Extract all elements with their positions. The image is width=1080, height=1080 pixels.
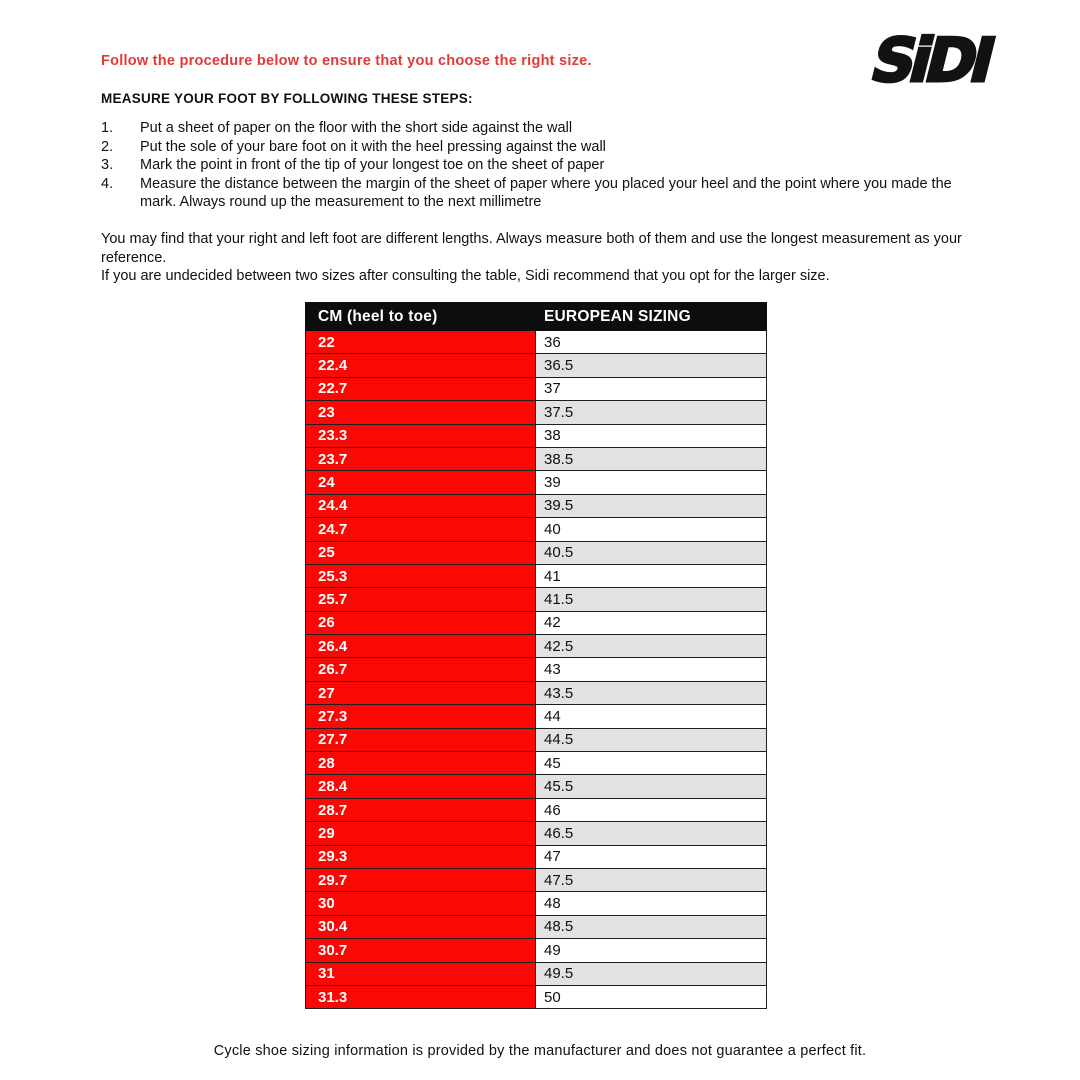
table-row xyxy=(306,564,767,587)
cm-value-cell: 24.4 xyxy=(306,494,536,517)
table-row xyxy=(306,635,767,658)
eu-size-cell: 43.5 xyxy=(536,681,767,704)
eu-size-cell: 49.5 xyxy=(536,962,767,985)
cm-value-cell: 25.3 xyxy=(306,564,536,587)
cm-value-cell: 29.3 xyxy=(306,845,536,868)
cm-value-cell: 24.7 xyxy=(306,518,536,541)
eu-size-cell: 45 xyxy=(536,752,767,775)
eu-size-cell: 49 xyxy=(536,939,767,962)
step-text: Put a sheet of paper on the floor with the short side against the wall xyxy=(140,120,573,136)
step-number: 2. xyxy=(101,138,114,155)
eu-size-cell: 45.5 xyxy=(536,775,767,798)
eu-size-cell: 42.5 xyxy=(536,635,767,658)
cm-value-cell: 31.3 xyxy=(306,985,536,1008)
eu-size-cell: 46 xyxy=(536,798,767,821)
table-row xyxy=(306,892,767,915)
table-row xyxy=(306,798,767,821)
cm-value-cell: 23.7 xyxy=(306,447,536,470)
eu-size-cell: 41 xyxy=(536,564,767,587)
eu-size-cell: 38.5 xyxy=(536,447,767,470)
eu-size-cell: 37.5 xyxy=(536,401,767,424)
table-row xyxy=(306,377,767,400)
sizing-table-body xyxy=(306,331,767,1009)
table-row xyxy=(306,331,767,354)
eu-size-cell: 44.5 xyxy=(536,728,767,751)
table-row xyxy=(306,424,767,447)
eu-size-cell: 39.5 xyxy=(536,494,767,517)
cm-value-cell: 30.4 xyxy=(306,915,536,938)
cm-value-cell: 22.4 xyxy=(306,354,536,377)
step-text: Mark the point in front of the tip of your longest toe on the sheet of paper xyxy=(140,157,605,174)
table-row xyxy=(306,962,767,985)
intro-heading: Follow the procedure below to ensure that you choose the right size. xyxy=(101,53,592,69)
table-row xyxy=(306,681,767,704)
cm-value-cell: 26.4 xyxy=(306,635,536,658)
cm-value-cell: 30 xyxy=(306,892,536,915)
sizing-table xyxy=(305,302,767,1009)
sizing-table-head xyxy=(306,303,767,331)
cm-value-cell: 27.7 xyxy=(306,728,536,751)
eu-size-cell: 47.5 xyxy=(536,868,767,891)
steps-heading: MEASURE YOUR FOOT BY FOLLOWING THESE STEPS: xyxy=(101,91,473,106)
table-row xyxy=(306,752,767,775)
table-row xyxy=(306,658,767,681)
eu-size-cell: 46.5 xyxy=(536,822,767,845)
column-header-eu: EUROPEAN SIZING xyxy=(536,303,767,331)
cm-value-cell: 25.7 xyxy=(306,588,536,611)
cm-value-cell: 24 xyxy=(306,471,536,494)
table-row xyxy=(306,447,767,470)
eu-size-cell: 48 xyxy=(536,892,767,915)
cm-value-cell: 28.4 xyxy=(306,775,536,798)
step-text: Put the sole of your bare foot on it with the heel pressing against the wall xyxy=(140,138,606,155)
table-row xyxy=(306,401,767,424)
table-row xyxy=(306,354,767,377)
table-row xyxy=(306,518,767,541)
eu-size-cell: 48.5 xyxy=(536,915,767,938)
eu-size-cell: 42 xyxy=(536,611,767,634)
cm-value-cell: 30.7 xyxy=(306,939,536,962)
table-row xyxy=(306,822,767,845)
step-number: 1. xyxy=(101,120,114,136)
steps-list xyxy=(101,119,983,212)
note-undecided-sizes: If you are undecided between two sizes after consulting the table, Sidi recommend that you opt for the larger size. xyxy=(101,268,830,285)
cm-value-cell: 27 xyxy=(306,681,536,704)
step-item-2 xyxy=(101,138,983,157)
eu-size-cell: 47 xyxy=(536,845,767,868)
eu-size-cell: 39 xyxy=(536,471,767,494)
table-header-row xyxy=(306,303,767,331)
step-item-1 xyxy=(101,119,983,138)
cm-value-cell: 29 xyxy=(306,822,536,845)
table-row xyxy=(306,775,767,798)
table-row xyxy=(306,845,767,868)
step-number: 4. xyxy=(101,175,114,192)
eu-size-cell: 43 xyxy=(536,658,767,681)
table-row xyxy=(306,728,767,751)
eu-size-cell: 50 xyxy=(536,985,767,1008)
cm-value-cell: 28 xyxy=(306,752,536,775)
table-row xyxy=(306,705,767,728)
table-row xyxy=(306,915,767,938)
cm-value-cell: 28.7 xyxy=(306,798,536,821)
note-measure-both-feet: You may find that your right and left foot are different lengths. Always measure both of them and use the longest measurement as your reference. xyxy=(101,231,962,266)
table-row xyxy=(306,985,767,1008)
eu-size-cell: 40.5 xyxy=(536,541,767,564)
cm-value-cell: 23 xyxy=(306,401,536,424)
sidi-logo: SiDI xyxy=(864,26,998,96)
table-row xyxy=(306,471,767,494)
column-header-cm: CM (heel to toe) xyxy=(306,303,536,331)
step-item-3 xyxy=(101,156,983,175)
eu-size-cell: 36.5 xyxy=(536,354,767,377)
cm-value-cell: 31 xyxy=(306,962,536,985)
eu-size-cell: 40 xyxy=(536,518,767,541)
cm-value-cell: 26.7 xyxy=(306,658,536,681)
eu-size-cell: 36 xyxy=(536,331,767,354)
cm-value-cell: 25 xyxy=(306,541,536,564)
step-text: Measure the distance between the margin of the sheet of paper where you placed your heel and the point where you made the mark. Always round up the measurement to the next millimetre xyxy=(140,175,952,211)
table-row xyxy=(306,541,767,564)
table-row xyxy=(306,939,767,962)
cm-value-cell: 27.3 xyxy=(306,705,536,728)
cm-value-cell: 29.7 xyxy=(306,868,536,891)
cm-value-cell: 23.3 xyxy=(306,424,536,447)
eu-size-cell: 41.5 xyxy=(536,588,767,611)
table-row xyxy=(306,494,767,517)
table-row xyxy=(306,611,767,634)
table-row xyxy=(306,868,767,891)
step-number: 3. xyxy=(101,157,114,174)
eu-size-cell: 38 xyxy=(536,424,767,447)
eu-size-cell: 44 xyxy=(536,705,767,728)
footer-disclaimer: Cycle shoe sizing information is provided by the manufacturer and does not guarantee a perfect fit. xyxy=(213,1043,867,1059)
table-row xyxy=(306,588,767,611)
cm-value-cell: 26 xyxy=(306,611,536,634)
cm-value-cell: 22.7 xyxy=(306,377,536,400)
eu-size-cell: 37 xyxy=(536,377,767,400)
notes-block xyxy=(101,230,987,286)
cm-value-cell: 22 xyxy=(306,331,536,354)
step-item-4 xyxy=(101,175,983,212)
